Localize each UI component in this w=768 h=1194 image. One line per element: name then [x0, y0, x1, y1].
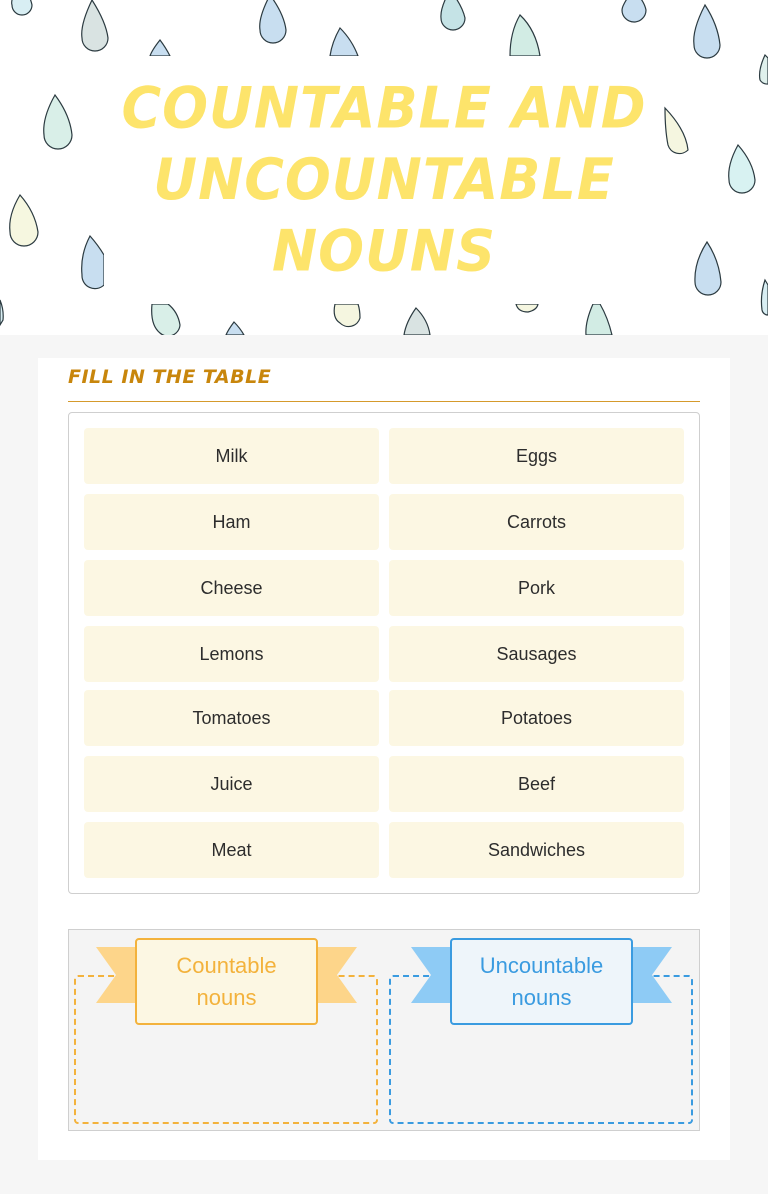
- title-line-1: COUNTABLE AND: [121, 75, 647, 142]
- sorting-area: [68, 929, 700, 1131]
- section-title: FILL IN THE TABLE: [68, 366, 272, 388]
- title-line-2: UNCOUNTABLE: [153, 146, 615, 213]
- word-chip-meat[interactable]: Meat: [84, 822, 379, 878]
- word-chip-lemons[interactable]: Lemons: [84, 626, 379, 682]
- countable-ribbon-left-icon: [96, 947, 136, 1003]
- header-banner: [0, 0, 768, 335]
- uncountable-label: [450, 938, 633, 1025]
- countable-ribbon-right-icon: [317, 947, 357, 1003]
- countable-label-line1: Countable: [176, 952, 277, 978]
- title-line-3: NOUNS: [271, 217, 497, 284]
- uncountable-label-line1: Uncountable: [479, 952, 604, 978]
- uncountable-label-line2: nouns: [511, 984, 572, 1010]
- word-chip-potatoes[interactable]: Potatoes: [389, 690, 684, 746]
- title-box: [104, 56, 664, 304]
- section-divider: [68, 401, 700, 402]
- word-chip-carrots[interactable]: Carrots: [389, 494, 684, 550]
- word-chip-tomatoes[interactable]: Tomatoes: [84, 690, 379, 746]
- word-chip-eggs[interactable]: Eggs: [389, 428, 684, 484]
- uncountable-ribbon-right-icon: [632, 947, 672, 1003]
- word-chip-cheese[interactable]: Cheese: [84, 560, 379, 616]
- word-chip-milk[interactable]: Milk: [84, 428, 379, 484]
- countable-label-line2: nouns: [196, 984, 257, 1010]
- worksheet-panel: [38, 358, 730, 1160]
- word-chip-pork[interactable]: Pork: [389, 560, 684, 616]
- uncountable-ribbon-left-icon: [411, 947, 451, 1003]
- word-chip-ham[interactable]: Ham: [84, 494, 379, 550]
- word-chip-beef[interactable]: Beef: [389, 756, 684, 812]
- word-chip-sandwiches[interactable]: Sandwiches: [389, 822, 684, 878]
- word-chip-juice[interactable]: Juice: [84, 756, 379, 812]
- countable-label: [135, 938, 318, 1025]
- page-title: [121, 73, 646, 287]
- word-chip-sausages[interactable]: Sausages: [389, 626, 684, 682]
- word-bank: [68, 412, 700, 894]
